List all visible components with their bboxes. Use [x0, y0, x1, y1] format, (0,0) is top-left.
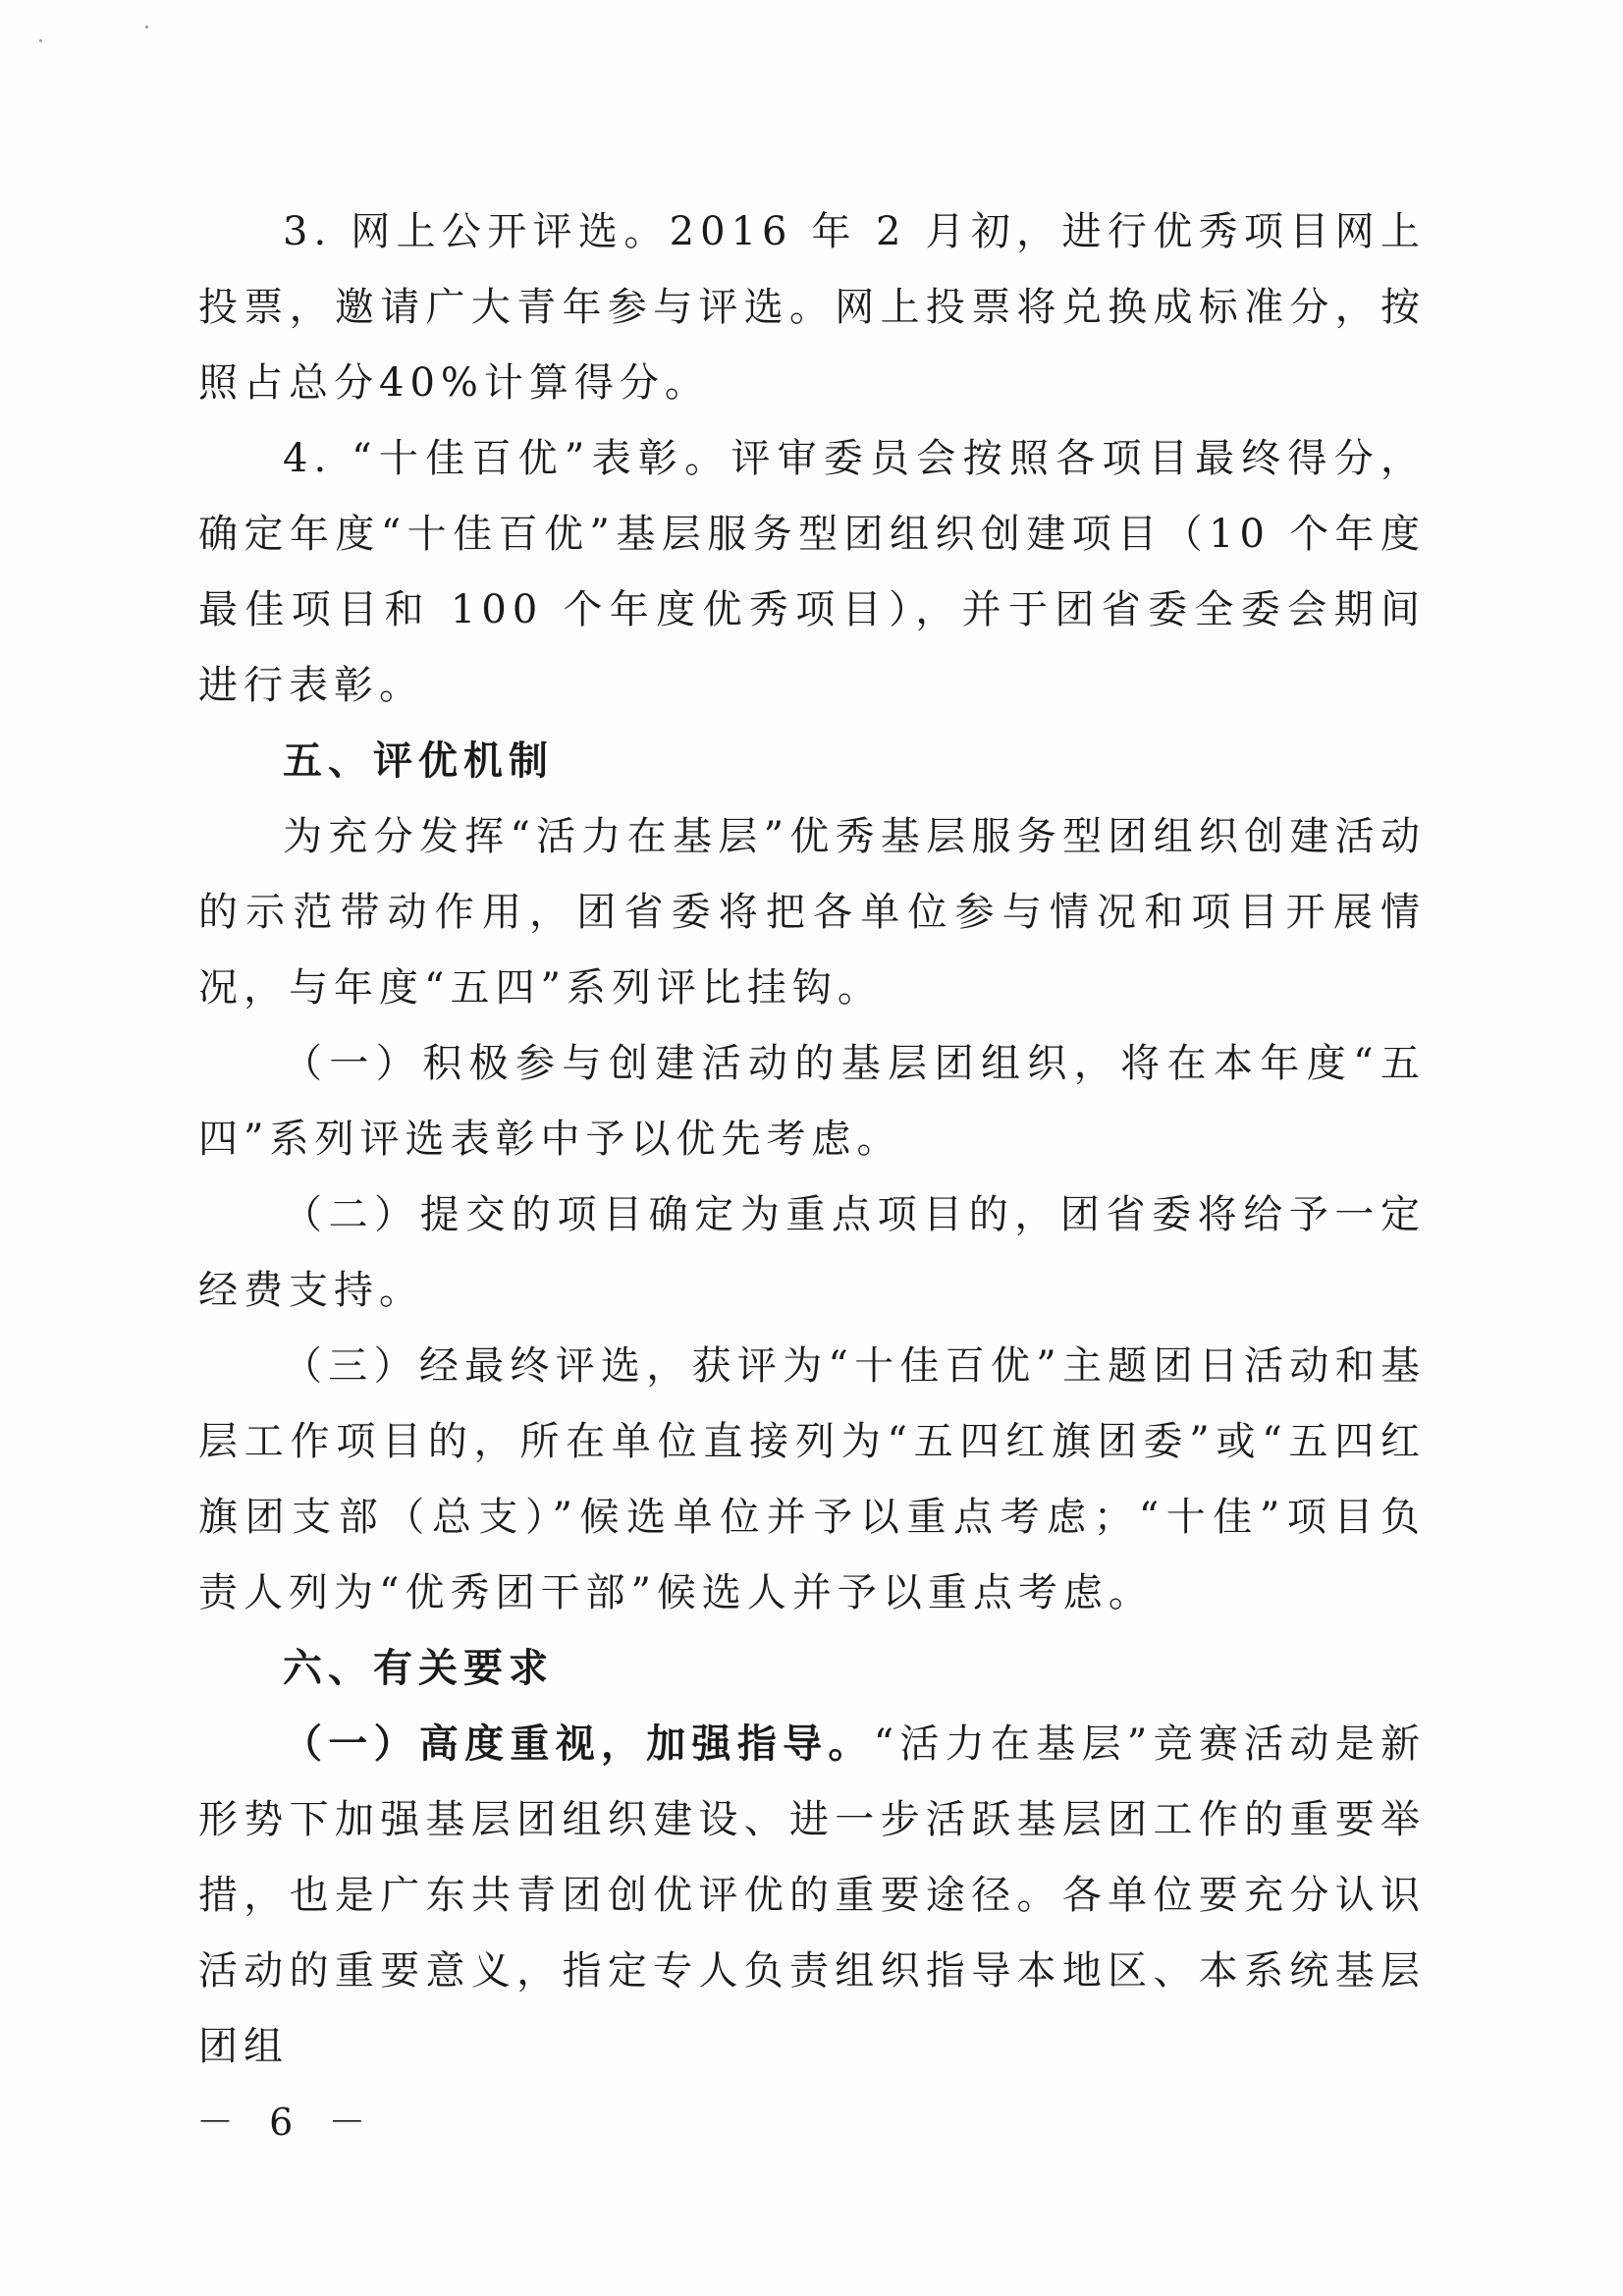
section5-intro: 为充分发挥“活力在基层”优秀基层服务型团组织创建活动的示范带动作用，团省委将把各单位参与情况和项目开展情况，与年度“五四”系列评比挂钩。: [198, 814, 1426, 1011]
paragraph-online-voting: 3. 网上公开评选。2016 年 2 月初，进行优秀项目网上投票，邀请广大青年参与评选。网上投票将兑换成标准分，按照占总分40%计算得分。: [198, 209, 1426, 406]
scan-speck: [145, 26, 148, 28]
section6-item-1-lead: （一）高度重视，加强指导。: [283, 1722, 874, 1767]
scan-speck: [39, 39, 42, 42]
section5-item-3: （三）经最终评选，获评为“十佳百优”主题团日活动和基层工作项目的，所在单位直接列为“五四红旗团委”或“五四红旗团支部（总支）”候选单位并予以重点考虑；“十佳”项目负责人列为“优秀团干部”候选人并予以重点考虑。: [198, 1343, 1426, 1615]
section-heading-requirements: 六、有关要求: [283, 1646, 554, 1691]
section6-item-1-body: “活力在基层”竞赛活动是新形势下加强基层团组织建设、进一步活跃基层团工作的重要举措，也是广东共青团创优评优的重要途径。各单位要充分认识活动的重要意义，指定专人负责组织指导本地区、本系统基层团组: [198, 1722, 1427, 2069]
section6-item-1: [198, 1707, 1426, 2085]
section-heading-evaluation-mechanism: 五、评优机制: [283, 738, 554, 784]
page-number: － 6 －: [196, 2101, 378, 2144]
document-body: [198, 194, 1426, 2085]
paragraph-award: 4. “十佳百优”表彰。评审委员会按照各项目最终得分，确定年度“十佳百优”基层服务型团组织创建项目（10 个年度最佳项目和 100 个年度优秀项目），并于团省委全委会期间进行表彰。: [198, 436, 1426, 708]
section5-item-1: （一）积极参与创建活动的基层团组织，将在本年度“五四”系列评选表彰中予以优先考虑。: [198, 1041, 1426, 1162]
section5-item-2: （二）提交的项目确定为重点项目的，团省委将给予一定经费支持。: [198, 1192, 1426, 1313]
